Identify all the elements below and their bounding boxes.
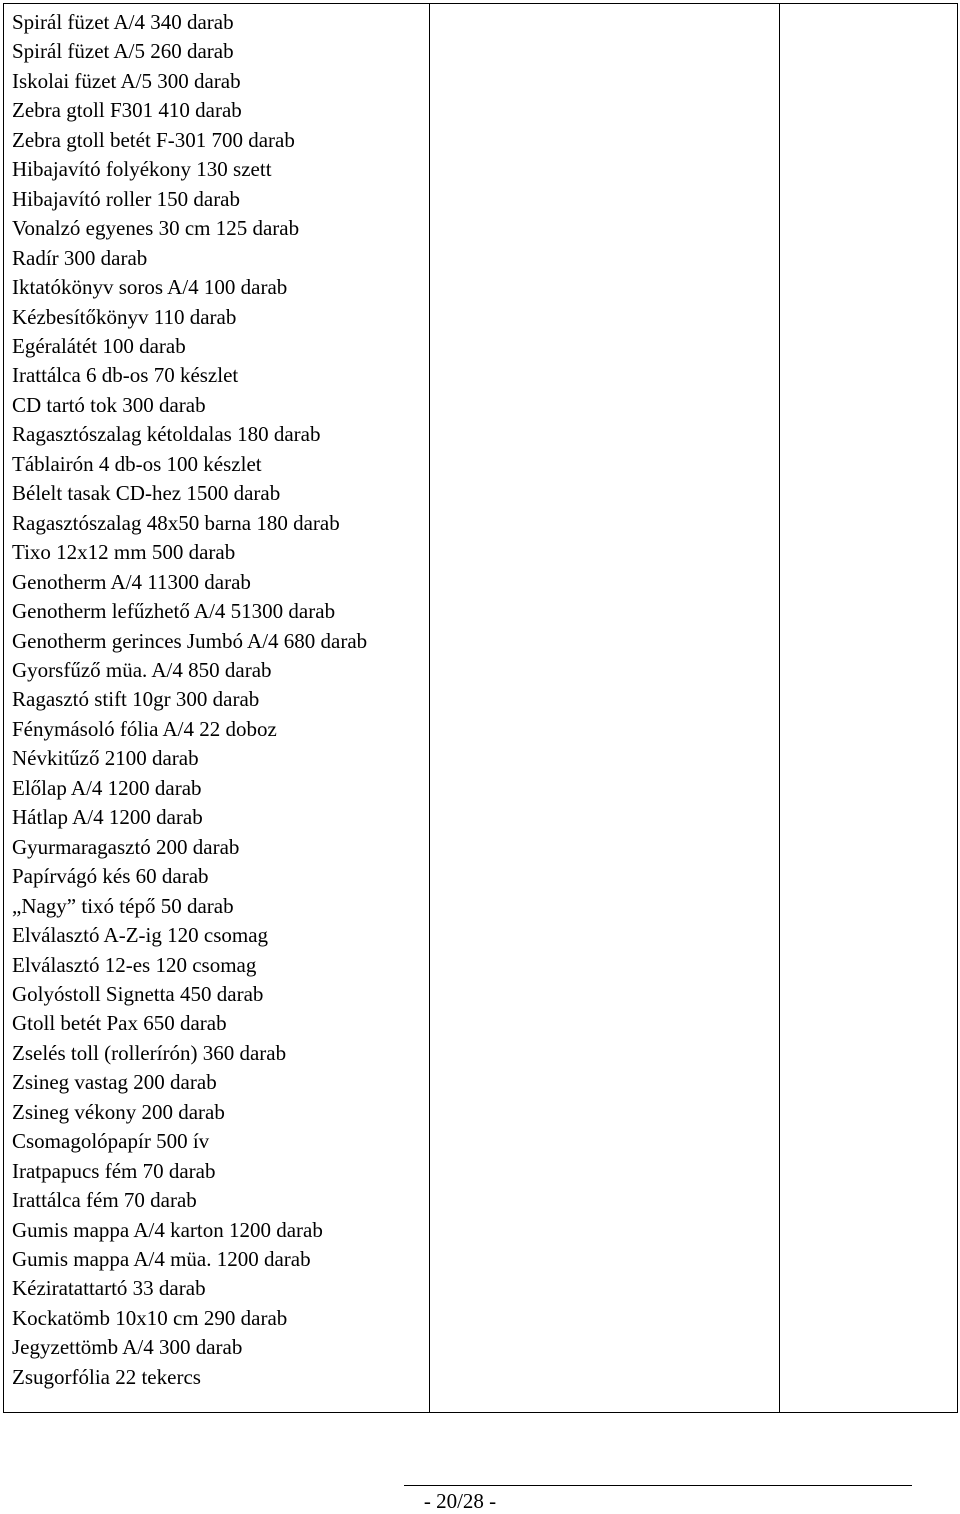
list-item: Bélelt tasak CD-hez 1500 darab [12, 481, 281, 506]
list-item: Spirál füzet A/4 340 darab [12, 10, 234, 34]
page-number: - 20/28 - [423, 1489, 497, 1513]
list-item: Hibajavító roller 150 darab [12, 186, 241, 211]
item-list-cell [4, 4, 430, 1413]
list-item: Névkitűző 2100 darab [12, 746, 199, 771]
list-item: Jegyzettömb A/4 300 darab [12, 1335, 243, 1360]
list-item: Iratpapucs fém 70 darab [12, 1158, 216, 1183]
list-item: Genotherm gerinces Jumbó A/4 680 darab [12, 628, 368, 653]
table-row [4, 4, 958, 1413]
list-item: Vonalzó egyenes 30 cm 125 darab [12, 216, 300, 241]
list-item: Csomagolópapír 500 ív [12, 1129, 210, 1154]
list-item: Ragasztó stift 10gr 300 darab [12, 687, 260, 712]
list-item: Elválasztó 12-es 120 csomag [12, 952, 257, 977]
list-item: Zebra gtoll betét F-301 700 darab [12, 127, 295, 152]
list-item: Ragasztószalag kétoldalas 180 darab [12, 422, 321, 447]
list-item: Zsineg vékony 200 darab [12, 1099, 225, 1124]
empty-cell-middle [430, 4, 780, 1413]
list-item: Gumis mappa A/4 müa. 1200 darab [12, 1247, 311, 1272]
list-item: Fénymásoló fólia A/4 22 doboz [12, 716, 277, 741]
list-item: Genotherm A/4 11300 darab [12, 569, 251, 594]
list-item: Irattálca fém 70 darab [12, 1188, 197, 1213]
list-item: Elválasztó A-Z-ig 120 csomag [12, 923, 269, 948]
list-item: Ragasztószalag 48x50 barna 180 darab [12, 510, 340, 535]
item-list [12, 8, 429, 1392]
list-item: Hátlap A/4 1200 darab [12, 805, 203, 830]
list-item: Gyurmaragasztó 200 darab [12, 834, 240, 859]
footer-divider [404, 1485, 912, 1486]
list-item: Spirál füzet A/5 260 darab [12, 39, 234, 64]
list-item: Iskolai füzet A/5 300 darab [12, 68, 241, 93]
list-item: Táblairón 4 db-os 100 készlet [12, 451, 262, 476]
list-item: Zsineg vastag 200 darab [12, 1070, 217, 1095]
list-item: Irattálca 6 db-os 70 készlet [12, 363, 239, 388]
list-item: CD tartó tok 300 darab [12, 392, 206, 417]
list-item: Papírvágó kés 60 darab [12, 864, 209, 889]
list-item: Zsugorfólia 22 tekercs [12, 1364, 201, 1389]
list-item: Zselés toll (rollerírón) 360 darab [12, 1040, 287, 1065]
list-item: „Nagy” tixó tépő 50 darab [12, 893, 234, 918]
list-item: Egéralátét 100 darab [12, 333, 186, 358]
list-item: Kézbesítőkönyv 110 darab [12, 304, 237, 329]
list-item: Iktatókönyv soros A/4 100 darab [12, 275, 288, 300]
list-item: Gumis mappa A/4 karton 1200 darab [12, 1217, 323, 1242]
list-item: Zebra gtoll F301 410 darab [12, 98, 242, 123]
list-item: Gtoll betét Pax 650 darab [12, 1011, 227, 1036]
list-item: Kockatömb 10x10 cm 290 darab [12, 1305, 288, 1330]
list-item: Hibajavító folyékony 130 szett [12, 157, 272, 182]
list-item: Genotherm lefűzhető A/4 51300 darab [12, 599, 336, 624]
list-item: Tixo 12x12 mm 500 darab [12, 540, 236, 565]
list-item: Kéziratattartó 33 darab [12, 1276, 206, 1301]
list-item: Golyóstoll Signetta 450 darab [12, 981, 264, 1006]
list-item: Radír 300 darab [12, 245, 148, 270]
empty-cell-right [780, 4, 958, 1413]
list-item: Előlap A/4 1200 darab [12, 775, 202, 800]
product-table [3, 3, 958, 1413]
list-item: Gyorsfűző müa. A/4 850 darab [12, 657, 272, 682]
